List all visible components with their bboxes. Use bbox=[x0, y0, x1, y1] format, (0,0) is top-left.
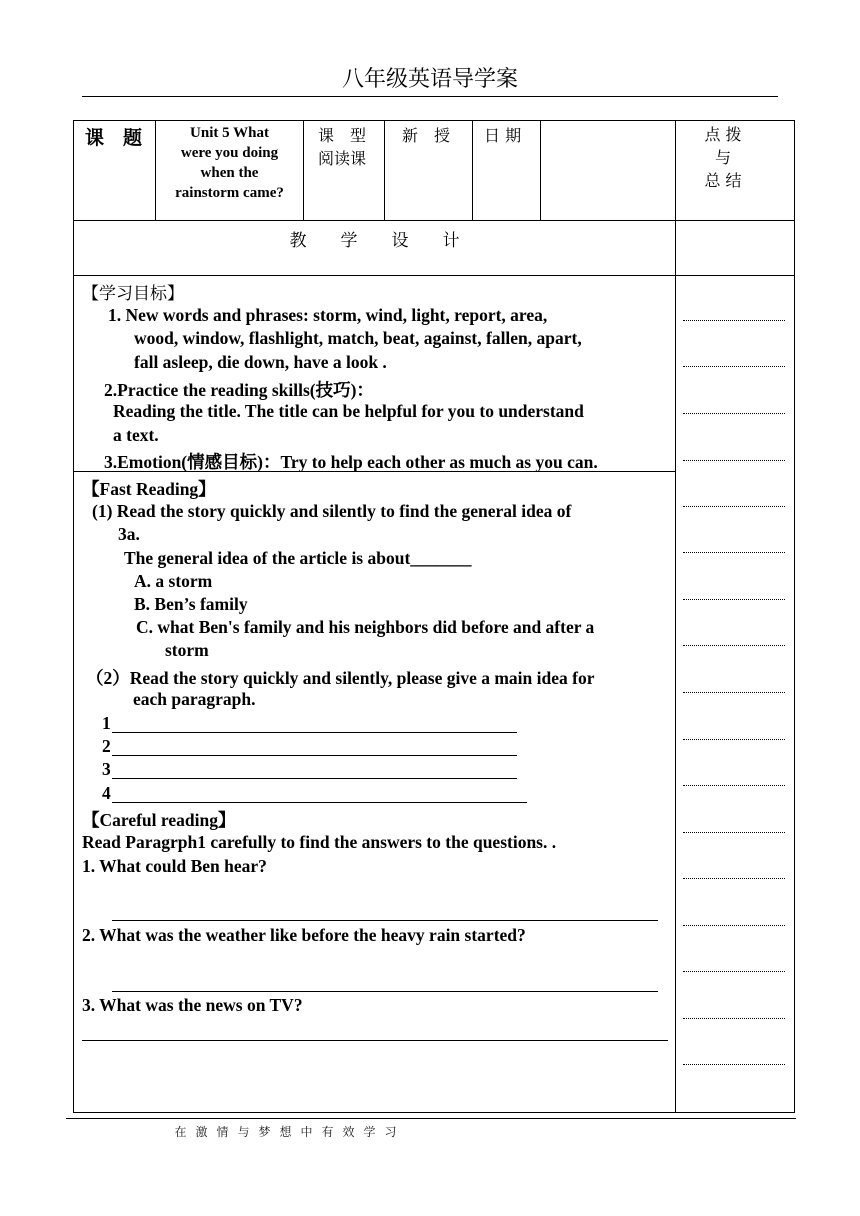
note-line[interactable] bbox=[683, 599, 785, 600]
header-rule bbox=[82, 96, 778, 97]
objective-line: a text. bbox=[113, 425, 159, 445]
careful-question: 2. What was the weather like before the heavy rain started? bbox=[82, 925, 526, 945]
careful-reading-instruction: Read Paragrph1 carefully to find the answers to the questions. . bbox=[82, 832, 557, 852]
lesson-title-line: Unit 5 What bbox=[190, 125, 269, 141]
note-line[interactable] bbox=[683, 878, 785, 879]
lesson-label: 课 题 bbox=[85, 127, 143, 149]
fast-reading-heading: 【Fast Reading】 bbox=[82, 479, 216, 499]
option-b: B. Ben’s family bbox=[134, 594, 248, 614]
general-idea-prompt: The general idea of the article is about_______ bbox=[124, 548, 472, 568]
paragraph-number: 3 bbox=[102, 759, 111, 779]
paragraph-answer-blank[interactable] bbox=[112, 802, 527, 803]
note-line[interactable] bbox=[683, 692, 785, 693]
note-line[interactable] bbox=[683, 1018, 785, 1019]
note-line[interactable] bbox=[683, 552, 785, 553]
page-title: 八年级英语导学案 bbox=[341, 67, 518, 92]
note-line[interactable] bbox=[683, 832, 785, 833]
objective-line: 3.Emotion(情感目标)：Try to help each other as much as you can. bbox=[104, 452, 598, 472]
type-value: 阅读课 bbox=[318, 149, 367, 168]
option-c: C. what Ben's family and his neighbors did before and after a bbox=[136, 617, 595, 637]
objective-line: 1. New words and phrases: storm, wind, light, report, area, bbox=[108, 305, 548, 325]
notes-label-line: 与 bbox=[714, 148, 731, 167]
paragraph-number: 4 bbox=[102, 783, 111, 803]
note-line[interactable] bbox=[683, 785, 785, 786]
objectives-heading: 【学习目标】 bbox=[82, 284, 184, 304]
careful-question: 1. What could Ben hear? bbox=[82, 856, 267, 876]
note-line[interactable] bbox=[683, 506, 785, 507]
paragraph-answer-blank[interactable] bbox=[112, 732, 517, 733]
careful-reading-heading: 【Careful reading】 bbox=[82, 810, 236, 830]
fast-reading-question-2: （2）Read the story quickly and silently, please give a main idea for bbox=[86, 668, 595, 688]
lesson-title-line: rainstorm came? bbox=[175, 185, 284, 201]
paragraph-number: 1 bbox=[102, 713, 111, 733]
note-line[interactable] bbox=[683, 971, 785, 972]
note-line[interactable] bbox=[683, 366, 785, 367]
lesson-title-line: when the bbox=[200, 165, 259, 181]
fast-reading-question-1-cont: 3a. bbox=[118, 524, 140, 544]
note-line[interactable] bbox=[683, 925, 785, 926]
note-line[interactable] bbox=[683, 739, 785, 740]
answer-blank[interactable] bbox=[112, 920, 658, 921]
notes-label-line: 总 结 bbox=[704, 171, 742, 190]
careful-question: 3. What was the news on TV? bbox=[82, 995, 303, 1015]
fast-reading-question-2-cont: each paragraph. bbox=[133, 689, 256, 709]
note-line[interactable] bbox=[683, 460, 785, 461]
option-a: A. a storm bbox=[134, 571, 213, 591]
notes-label-line: 点 拨 bbox=[704, 125, 742, 144]
footer-rule bbox=[66, 1118, 796, 1119]
answer-blank[interactable] bbox=[82, 1040, 668, 1041]
paragraph-answer-blank[interactable] bbox=[112, 778, 517, 779]
objective-line: Reading the title. The title can be helpful for you to understand bbox=[113, 401, 584, 421]
notes-label bbox=[676, 123, 770, 192]
design-title: 教 学 设 计 bbox=[289, 231, 460, 251]
fast-reading-question-1: (1) Read the story quickly and silently to find the general idea of bbox=[92, 501, 572, 521]
answer-blank[interactable] bbox=[112, 991, 658, 992]
objective-line: fall asleep, die down, have a look . bbox=[134, 352, 387, 372]
new-lesson-label: 新 授 bbox=[402, 126, 451, 145]
objective-line: wood, window, flashlight, match, beat, against, fallen, apart, bbox=[134, 328, 582, 348]
date-label: 日 期 bbox=[484, 126, 522, 145]
note-line[interactable] bbox=[683, 320, 785, 321]
paragraph-number: 2 bbox=[102, 736, 111, 756]
option-c-cont: storm bbox=[165, 640, 209, 660]
type-label: 课 型 bbox=[318, 126, 367, 145]
objective-line: 2.Practice the reading skills(技巧)： bbox=[104, 380, 374, 400]
footer-motto: 在激情与梦想中有效学习 bbox=[174, 1125, 406, 1139]
lesson-title bbox=[156, 123, 303, 203]
note-line[interactable] bbox=[683, 1064, 785, 1065]
lesson-title-line: were you doing bbox=[180, 145, 279, 161]
paragraph-answer-blank[interactable] bbox=[112, 755, 517, 756]
note-line[interactable] bbox=[683, 413, 785, 414]
note-line[interactable] bbox=[683, 645, 785, 646]
